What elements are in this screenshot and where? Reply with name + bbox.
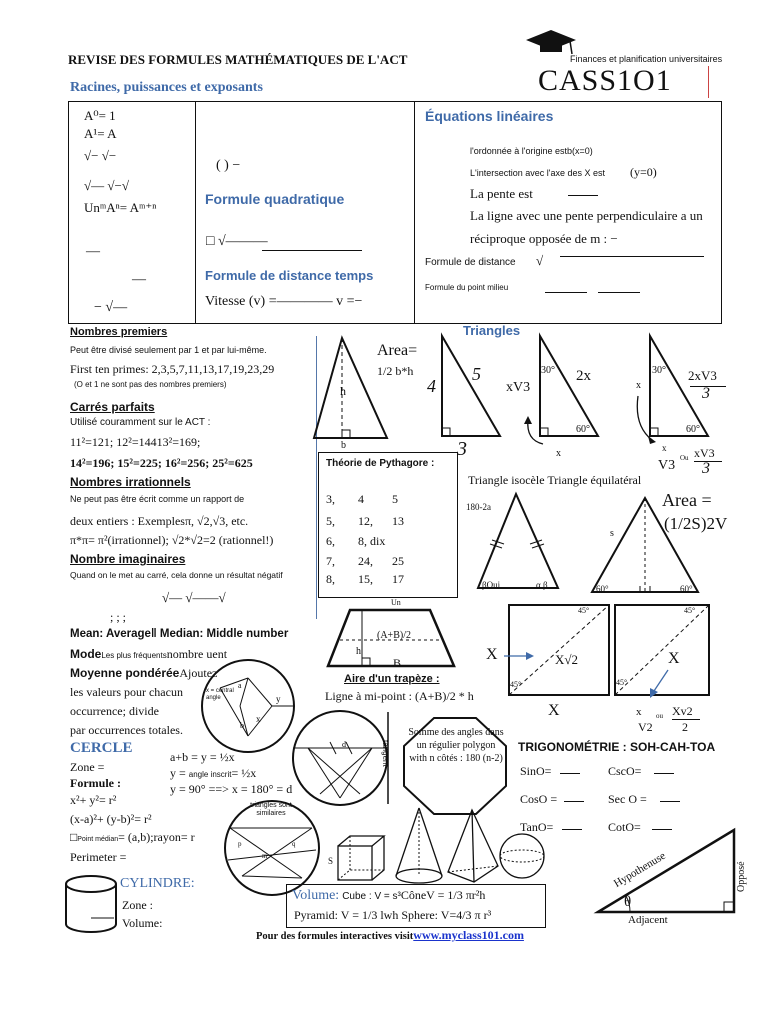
circle-zone: Zone =: [70, 760, 105, 774]
triangle-x-label: x: [556, 448, 561, 459]
arrow-icon: [504, 650, 534, 662]
square2-v2: V2: [638, 720, 653, 734]
triangle-b-ou: Ou: [680, 454, 689, 462]
linear-heading: Équations linéaires: [425, 108, 554, 124]
root-rule-3: √− √−: [84, 148, 117, 163]
irrational-pi: π*π= π²(irrationnel); √2*√2=2 (rationnel!): [70, 533, 274, 547]
primes-note: (O et 1 ne sont pas des nombres premiers): [74, 380, 227, 389]
isosceles-alpha-beta: α β: [536, 580, 548, 590]
triangle-2x-label: 2x: [576, 368, 591, 384]
circle-heading: CERCLE: [70, 740, 133, 756]
checkbox-icon: □: [70, 830, 78, 844]
linear-line-5: réciproque opposée de m : −: [470, 231, 618, 246]
svg-text:q: q: [292, 840, 296, 848]
midpoint-line-2: [598, 292, 640, 293]
table-cell: 8,: [326, 572, 335, 586]
equilateral-s: s: [610, 528, 614, 539]
table-cell: 3,: [326, 492, 335, 506]
triangle-b-v3: V3: [658, 458, 676, 473]
cone-figure: [394, 806, 444, 886]
cylinder-heading: CYLINDRE:: [120, 876, 195, 891]
angle2-a: y =: [170, 766, 189, 780]
square-xv2: X√2: [555, 652, 579, 667]
trig-hypotenuse: Hypothenuse: [611, 849, 668, 890]
arrow-icon: [648, 670, 672, 698]
triangle-b-3: 3: [702, 385, 710, 402]
triangle-b-60: 60°: [686, 424, 700, 435]
linear-line-4: La ligne avec une pente perpendiculaire a un: [470, 208, 703, 223]
arrow-icon: [518, 414, 548, 454]
equilateral-60a: 60°: [596, 584, 609, 594]
triangle-b-xs: x: [662, 443, 667, 453]
middle-box: [195, 101, 415, 324]
distance-line: [560, 256, 704, 257]
table-cell: 5,: [326, 514, 335, 528]
volume-cube: Cube : V = s³: [342, 891, 401, 902]
mode-desc: Les plus fréquents: [101, 651, 167, 660]
weighted-line-2: les valeurs pour chacun: [70, 685, 183, 699]
distance-formula-label: Formule de distance: [425, 257, 516, 268]
trig-tan: TanO=: [520, 820, 554, 834]
distance-sqrt: √: [536, 253, 544, 268]
central-angle-note: x = central angle: [206, 688, 234, 701]
quadratic-heading: Formule quadratique: [205, 191, 345, 207]
trapezoid-formula: Ligne à mi-point : (A+B)/2 * h: [325, 689, 474, 703]
midpoint-line-1: [545, 292, 587, 293]
triangle-area-label: Area=: [377, 342, 418, 359]
svg-text:x: x: [256, 714, 261, 724]
footer: [256, 928, 524, 943]
trig-tan-line: [562, 829, 582, 830]
svg-text:y: y: [276, 694, 281, 704]
weighted-line-4: par occurrences totales.: [70, 723, 183, 737]
svg-text:p: p: [238, 840, 242, 848]
table-row: [326, 492, 450, 510]
volume-line-1: [292, 888, 485, 904]
irrational-def: Ne peut pas être écrit comme un rapport de: [70, 494, 245, 504]
footer-link[interactable]: www.myclass101.com: [413, 928, 524, 942]
imaginary-roots: √— √——√: [162, 590, 226, 605]
trig-cos-line: [564, 801, 584, 802]
table-cell: 6,: [326, 534, 335, 548]
mode-tail: nombre uent: [166, 647, 228, 661]
circle-angle-3: y = 90° ==> x = 180° = d: [170, 782, 293, 796]
square2-x-small: x: [636, 706, 642, 718]
squares-def: Utilisé couramment sur le ACT :: [70, 417, 211, 428]
linear-line-2: L'intersection avec l'axe des X est: [470, 168, 606, 178]
square-45-b: 45°: [510, 680, 522, 689]
graduation-cap-icon: [526, 28, 576, 58]
trapezoid-h: h: [356, 646, 361, 657]
midpoint-text: Point médian: [77, 836, 119, 843]
logo-divider: [708, 66, 709, 98]
trapezoid-heading: Aire d'un trapèze :: [344, 673, 440, 685]
squares-line-2: 14²=196; 15²=225; 16²=256; 25²=625: [70, 456, 253, 470]
radius-text: = (a,b);rayon= r: [118, 830, 195, 844]
table-cell: 7,: [326, 554, 335, 568]
table-cell: 24,: [358, 554, 373, 568]
circle-formula-2: (x-a)²+ (y-b)²= r²: [70, 812, 152, 826]
similar-triangles-label: triangles sont similaires: [250, 802, 292, 817]
midpoint-label: Formule du point milieu: [425, 283, 509, 292]
arrow-icon: [628, 396, 658, 446]
linear-line-1: l'ordonnée à l'origine estb(x=0): [470, 146, 593, 156]
cylinder-figure: [64, 874, 118, 934]
root-rule-1: A⁰= 1: [84, 108, 116, 123]
isosceles-equilateral-label: Triangle isocèle Triangle équilatéral: [468, 473, 642, 487]
weighted-label: Moyenne pondérée: [70, 666, 180, 680]
trig-csc-line: [654, 773, 674, 774]
volume-cone: CôneV = 1/3 πr²h: [400, 888, 486, 902]
mid-top-text: ( ) −: [216, 158, 241, 173]
equilateral-area: Area =: [662, 490, 712, 510]
triangle-area-formula: 1/2 b*h: [377, 364, 414, 378]
footer-text: Pour des formules interactives visit: [256, 931, 414, 942]
circle-angle-1: a+b = y = ½x: [170, 750, 235, 764]
circle-formula-1: x²+ y²= r²: [70, 793, 117, 807]
isosceles-beta: βOui: [482, 580, 501, 590]
circle-perimeter: Perimeter =: [70, 850, 127, 864]
volume-line-2: Pyramid: V = 1/3 lwh Sphere: V=4/3 π r³: [294, 908, 492, 922]
trapezoid-mid: (A+B)/2: [377, 630, 411, 641]
triangle-345-5: 5: [472, 364, 481, 384]
triangle-xv3-label: xV3: [506, 380, 531, 395]
table-cell: 17: [392, 572, 404, 586]
polygon-text: Somme des angles dans un régulier polygon with n côtés : 180 (n-2): [408, 727, 504, 764]
triangle-30-label: 30°: [541, 365, 555, 376]
isosceles-angle: 180-2a: [466, 502, 491, 512]
square2-2: 2: [682, 720, 688, 734]
cylinder-zone: Zone :: [122, 898, 153, 912]
square-x-left: X: [486, 646, 498, 663]
page-title: REVISE DES FORMULES MATHÉMATIQUES DE L'ACT: [68, 52, 408, 67]
angle2-c: = ½x: [231, 766, 257, 780]
tangent-label: tangent: [381, 740, 390, 767]
table-row: [326, 514, 450, 532]
triangles-heading: Triangles: [463, 323, 521, 338]
trig-cos: CosO =: [520, 792, 558, 806]
root-rule-8: − √—: [94, 300, 128, 315]
logo-tagline: Finances et planification universitaires: [570, 54, 723, 64]
triangle-b-3b: 3: [702, 460, 710, 477]
square-x-bottom: X: [548, 702, 560, 719]
triangle-345-3: 3: [457, 438, 467, 460]
circle-formula-label: Formule :: [70, 776, 121, 790]
trig-heading: TRIGONOMÉTRIE : SOH-CAH-TOA: [518, 740, 716, 754]
triangle-345-4: 4: [427, 376, 436, 396]
pyramid-figure: [446, 808, 500, 884]
weighted-tail: Ajoutez: [179, 666, 218, 680]
cube-figure: [336, 834, 386, 882]
mean-median: Mean: Average‖ Median: Middle number: [70, 628, 289, 640]
logo: [522, 28, 723, 98]
circle-angle-2: [170, 766, 256, 781]
root-rule-7: —: [132, 272, 146, 287]
trig-theta: θ: [624, 894, 632, 910]
triangle-b-label: b: [341, 440, 346, 451]
table-cell: 8, dix: [358, 534, 386, 548]
weighted-line: [70, 666, 217, 681]
trig-cot: CotO=: [608, 820, 641, 834]
triangle-30-60-figure: [538, 332, 608, 442]
linear-line-3: La pente est: [470, 186, 533, 201]
table-cell: 4: [358, 492, 364, 506]
angle2-b: angle inscrit: [188, 770, 232, 779]
triangle-h-label: h: [340, 384, 346, 398]
quadratic-formula: □ √———: [206, 234, 268, 249]
trig-sin: SinO=: [520, 764, 552, 778]
equilateral-figure: [590, 496, 700, 596]
slope-line: [568, 195, 598, 196]
weighted-line-3: occurrence; divide: [70, 704, 159, 718]
trig-adjacent: Adjacent: [628, 914, 668, 926]
triangle-b-xv3: xV3: [694, 446, 715, 460]
tangent-d: d: [342, 740, 346, 749]
quadratic-line: [262, 250, 362, 251]
trapezoid-b: B: [393, 656, 402, 670]
table-cell: 5: [392, 492, 398, 506]
trig-csc: CscO=: [608, 764, 642, 778]
cube-s: S: [328, 856, 334, 866]
circle-tangent-figure: [290, 708, 390, 808]
root-rule-6: —: [86, 244, 100, 259]
irrational-heading: Nombres irrationnels: [70, 475, 191, 489]
table-row: [326, 534, 450, 552]
table-row: [326, 572, 450, 590]
svg-text:b: b: [240, 721, 244, 730]
square2-ou: ou: [656, 712, 663, 720]
square2-x: X: [668, 650, 680, 667]
equilateral-formula: (1/2S)2V: [664, 514, 728, 533]
imaginary-semicolons: ; ; ;: [110, 610, 127, 624]
trapezoid-top: Un: [391, 598, 401, 607]
pythagore-heading: Théorie de Pythagore :: [326, 458, 435, 469]
triangle-60-label: 60°: [576, 424, 590, 435]
table-cell: 13: [392, 514, 404, 528]
triangle-b-x: x: [636, 380, 641, 391]
trig-sec: Sec O =: [608, 792, 647, 806]
speed-formula: Vitesse (v) =———— v =−: [205, 294, 363, 309]
circle-central-angle-figure: [200, 658, 296, 754]
primes-list: First ten primes: 2,3,5,7,11,13,17,19,23,29: [70, 362, 275, 376]
linear-line-2b: (y=0): [630, 165, 657, 179]
distance-time-heading: Formule de distance temps: [205, 268, 374, 283]
square2-45-b: 45°: [616, 678, 628, 687]
sphere-figure: [498, 832, 546, 880]
trig-sin-line: [560, 773, 580, 774]
table-cell: 12,: [358, 514, 373, 528]
primes-heading: Nombres premiers: [70, 326, 168, 338]
triangle-b-top: 2xV3: [688, 368, 717, 383]
cylinder-volume: Volume:: [122, 916, 163, 930]
root-rule-4: √— √−√: [84, 178, 129, 193]
right-triangle-figure: [596, 828, 736, 914]
square-45-a: 45°: [578, 606, 590, 615]
squares-line-1: 11²=121; 12²=14413²=169;: [70, 435, 201, 449]
roots-heading: Racines, puissances et exposants: [70, 80, 263, 95]
root-rule-2: A¹= A: [84, 126, 117, 141]
squares-heading: Carrés parfaits: [70, 400, 155, 414]
trig-sec-line: [660, 801, 680, 802]
irrational-examples: deux entiers : Exemplesπ, √2,√3, etc.: [70, 514, 249, 528]
triangle-345-figure: [440, 332, 510, 442]
table-cell: 25: [392, 554, 404, 568]
mode-label: Mode: [70, 647, 102, 661]
logo-text: CASS1O1: [538, 64, 672, 97]
svg-text:m: m: [262, 852, 268, 860]
volume-label: Volume:: [292, 888, 340, 903]
imaginary-def: Quand on le met au carré, cela donne un résultat négatif: [70, 570, 283, 580]
primes-def: Peut être divisé seulement par 1 et par lui-même.: [70, 345, 267, 355]
square2-45-a: 45°: [684, 606, 696, 615]
trig-opposite: Opposé: [736, 861, 747, 892]
table-cell: 15,: [358, 572, 373, 586]
root-rule-5: UnᵐAⁿ= Aᵐ⁺ⁿ: [84, 200, 157, 215]
imaginary-heading: Nombre imaginaires: [70, 552, 186, 566]
table-row: [326, 554, 450, 572]
square2-xv2: Xv2: [672, 704, 693, 718]
circle-formula-3: [70, 830, 195, 845]
equilateral-60b: 60°: [680, 584, 693, 594]
triangle-b-30-label: 30°: [652, 365, 666, 376]
svg-text:a: a: [238, 681, 242, 690]
